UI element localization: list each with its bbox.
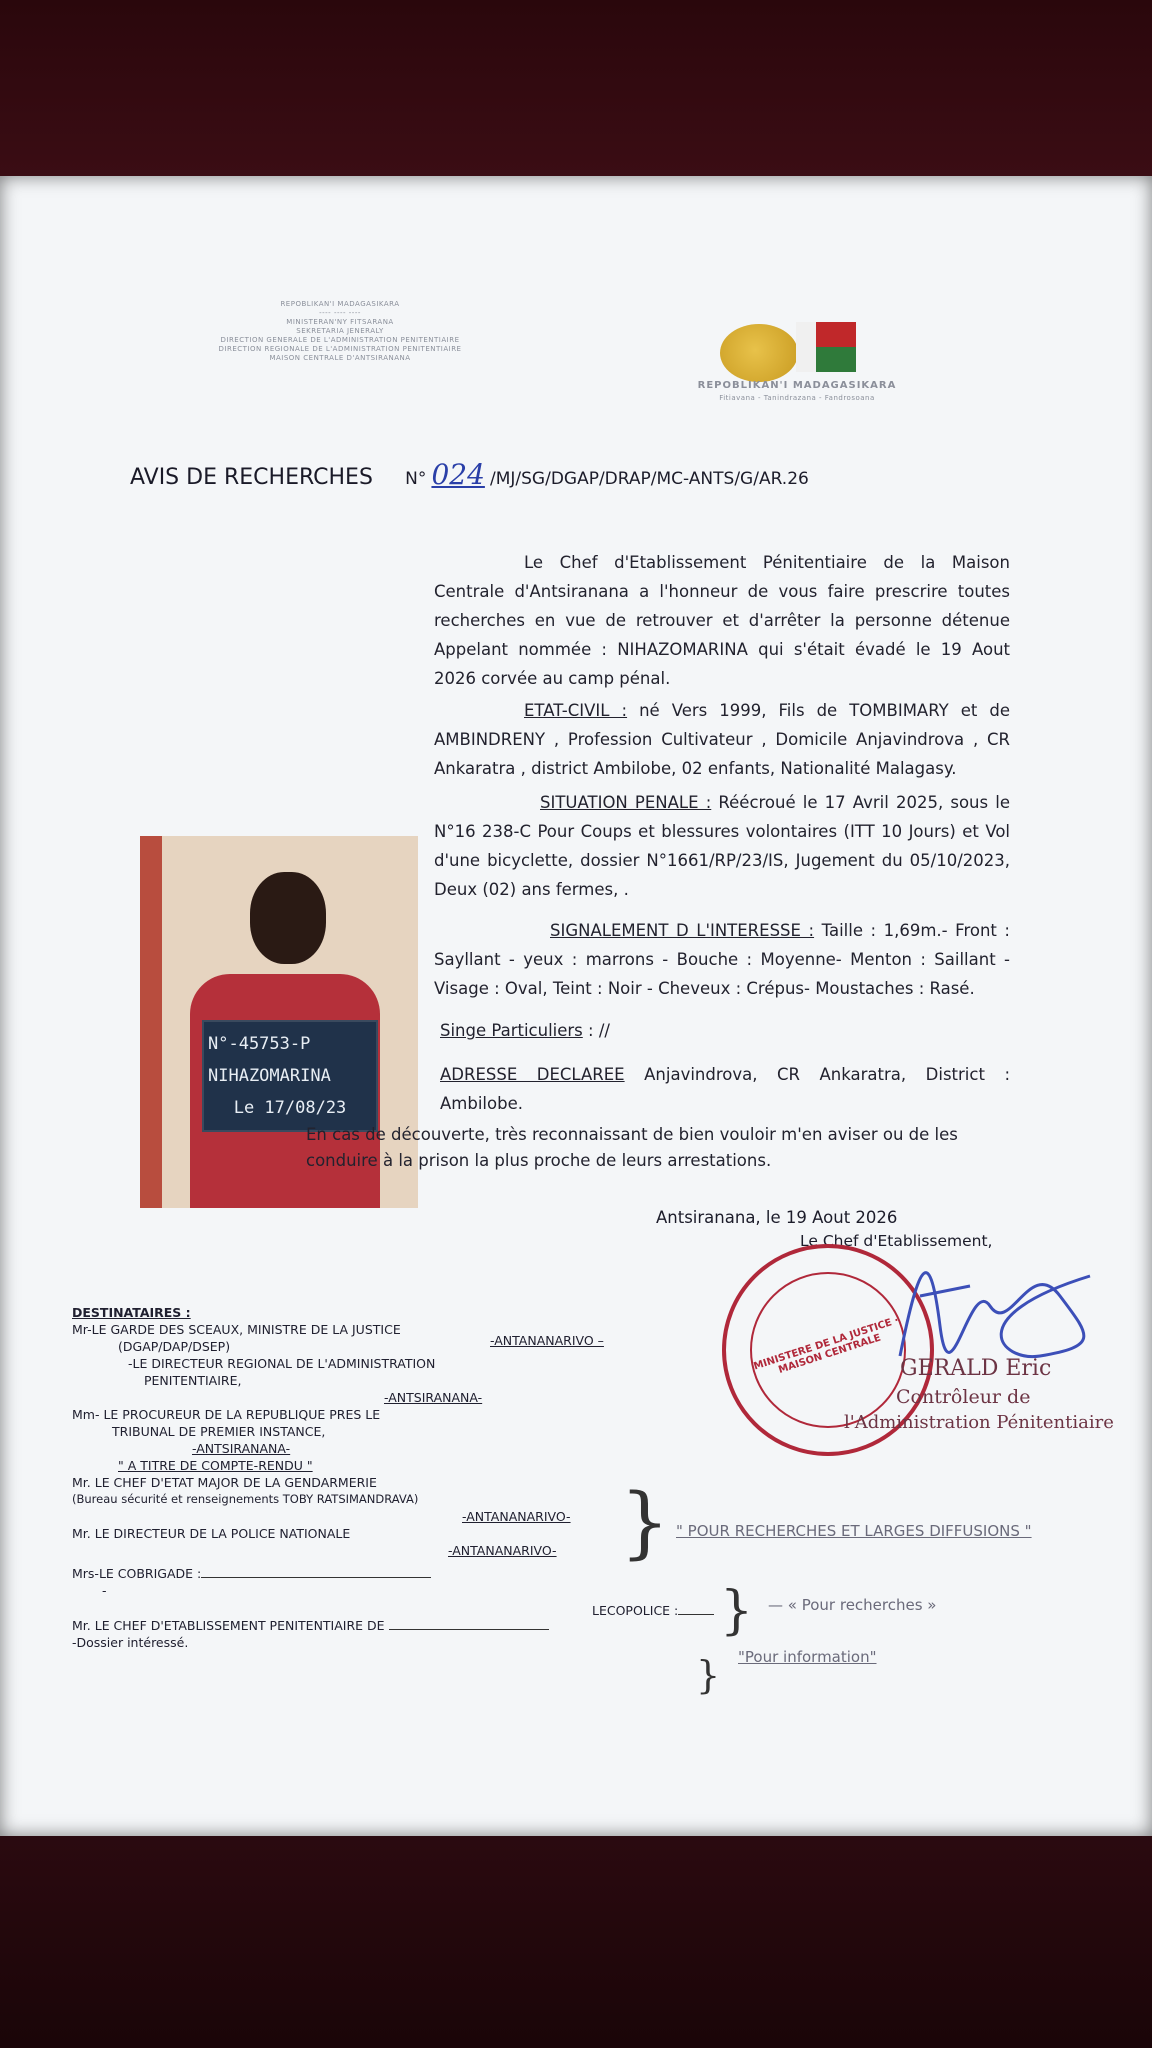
- recipient-line: Mm- LE PROCUREUR DE LA REPUBLIQUE PRES LE: [72, 1407, 381, 1422]
- signatory-name: GERALD Eric: [900, 1356, 1052, 1381]
- adresse-label: ADRESSE DECLAREE: [440, 1065, 625, 1084]
- recipient-line: LECOPOLICE :: [592, 1602, 714, 1619]
- header-line: ---- ---- ----: [319, 309, 361, 317]
- recipient-line: Mr. LE DIRECTEUR DE LA POLICE NATIONALE: [72, 1526, 351, 1541]
- signalement-label: SIGNALEMENT D L'INTERESSE :: [550, 921, 815, 940]
- recipient-line: Mr. LE CHEF D'ETABLISSEMENT PENITENTIAIRE DE: [72, 1617, 672, 1634]
- recipient-line: Mr-LE GARDE DES SCEAUX, MINISTRE DE LA JUSTICE: [72, 1322, 401, 1337]
- recipient-line: -LE DIRECTEUR REGIONAL DE L'ADMINISTRATION: [128, 1356, 436, 1371]
- signes-particuliers: [440, 1016, 840, 1045]
- slate-name: NIHAZOMARINA: [208, 1066, 331, 1086]
- recipient-line: TRIBUNAL DE PREMIER INSTANCE,: [112, 1424, 326, 1439]
- etat-civil-text: né Vers 1999, Fils de TOMBIMARY et de AMBINDRENY , Profession Cultivateur , Domicile Anjavindrova , CR Ankaratra , district Ambilobe, 02 enfants, Nationalité Malagasy.: [434, 701, 1010, 778]
- diffusion-note: "Pour information": [738, 1648, 877, 1666]
- signes-text: : //: [582, 1021, 610, 1040]
- recipient-line: -: [102, 1583, 107, 1598]
- slate-date: Le 17/08/23: [233, 1098, 347, 1118]
- header-line: DIRECTION REGIONALE DE L'ADMINISTRATION PENITENTIAIRE: [218, 345, 462, 353]
- brace-icon: }: [620, 1478, 670, 1568]
- recipient-city: -ANTANANARIVO –: [490, 1333, 604, 1348]
- adresse-text: Anjavindrova, CR Ankaratra, District : Ambilobe.: [440, 1065, 1011, 1113]
- header-line: MAISON CENTRALE D'ANTSIRANANA: [269, 354, 411, 362]
- recipient-line: -Dossier intéressé.: [72, 1635, 189, 1650]
- situation-penale-text: Réécroué le 17 Avril 2025, sous le N°16 238-C Pour Coups et blessures volontaires (ITT 10 Jours) et Vol d'une bicyclette, dossier N°1661/RP/23/IS, Jugement du 05/10/2023, Deux (02) ans fermes, .: [434, 793, 1010, 899]
- identification-slate: [202, 1020, 378, 1132]
- etat-civil-label: ETAT-CIVIL :: [524, 701, 628, 720]
- signalement-paragraph: [434, 916, 1010, 1003]
- diffusion-note: — « Pour recherches »: [768, 1596, 937, 1614]
- situation-penale-label: SITUATION PENALE :: [540, 793, 712, 812]
- signes-label: Singe Particuliers: [440, 1021, 583, 1040]
- notice-title: AVIS DE RECHERCHES: [130, 465, 373, 490]
- intro-paragraph: Le Chef d'Etablissement Pénitentiaire de la Maison Centrale d'Antsiranana a l'honneur de vous faire prescrire toutes recherches en vue de retrouver et d'arrêter la personne détenue Appelant nommée : NIHAZOMARINA qui s'était évadé le 19 Aout 2026 corvée au camp pénal.: [434, 553, 1010, 688]
- recipient-note: " A TITRE DE COMPTE-RENDU ": [118, 1458, 313, 1473]
- signatory-title-line1: Contrôleur de: [896, 1386, 1031, 1408]
- brace-icon: }: [696, 1653, 721, 1697]
- signatory-role: Le Chef d'Etablissement,: [800, 1232, 993, 1250]
- header-line: DIRECTION GENERALE DE L'ADMINISTRATION PENITENTIAIRE: [220, 336, 460, 344]
- header-left-block: [160, 300, 520, 363]
- adresse-paragraph: [440, 1060, 1010, 1118]
- notice-number-handwritten: 024: [431, 458, 485, 491]
- recipient-city: -ANTSIRANANA-: [384, 1390, 483, 1405]
- republic-subtitle: Fitiavana - Tanindrazana - Fandrosoana: [719, 394, 875, 402]
- situation-penale-paragraph: [434, 788, 1010, 904]
- notice-reference: /MJ/SG/DGAP/DRAP/MC-ANTS/G/AR.26: [489, 469, 809, 489]
- recipient-line: PENITENTIAIRE,: [144, 1373, 242, 1388]
- recipient-line: Mrs-LE COBRIGADE :: [72, 1565, 672, 1582]
- destinataires-heading: DESTINATAIRES :: [72, 1305, 191, 1320]
- place-date: Antsiranana, le 19 Aout 2026: [656, 1208, 898, 1227]
- etat-civil-paragraph: [434, 696, 1010, 783]
- signalement-text: Taille : 1,69m.- Front : Sayllant - yeux : marrons - Bouche : Moyenne- Menton : Saillant - Visage : Oval, Teint : Noir - Cheveux : Crépus- Moustaches : Rasé.: [434, 921, 1010, 998]
- document-page: [0, 176, 1152, 1836]
- brace-icon: }: [720, 1581, 754, 1641]
- header-line: SEKRETARIA JENERALY: [296, 327, 384, 335]
- background-bottom: [0, 1830, 1152, 2048]
- notice-title-row: [130, 458, 1030, 491]
- recipient-city: -ANTANANARIVO-: [462, 1509, 571, 1524]
- recipient-line: (Bureau sécurité et renseignements TOBY RATSIMANDRAVA): [72, 1492, 419, 1506]
- diffusion-note: " POUR RECHERCHES ET LARGES DIFFUSIONS ": [676, 1522, 1032, 1540]
- recipient-city: -ANTSIRANANA-: [192, 1441, 291, 1456]
- recipient-line: Mr. LE CHEF D'ETAT MAJOR DE LA GENDARMERIE: [72, 1475, 377, 1490]
- republic-motto: REPOBLIKAN'I MADAGASIKARA: [697, 380, 897, 391]
- slate-number: N°-45753-P: [208, 1034, 311, 1054]
- closing-paragraph: En cas de découverte, très reconnaissant de bien vouloir m'en aviser ou de les conduire à la prison la plus proche de leurs arrestations.: [306, 1125, 958, 1170]
- destinataires-block: [72, 1304, 672, 1651]
- recipient-line: (DGAP/DAP/DSEP): [118, 1339, 231, 1354]
- state-seal-icon: [720, 324, 798, 382]
- signatory-title-line2: l'Administration Pénitentiaire: [844, 1412, 1114, 1433]
- recipient-city: -ANTANANARIVO-: [448, 1543, 557, 1558]
- header-line: REPOBLIKAN'I MADAGASIKARA: [280, 300, 400, 308]
- background-top: [0, 0, 1152, 180]
- stamp-text: MINISTERE DE LA JUSTICE · MAISON CENTRALE: [752, 1315, 901, 1376]
- head-shape: [250, 872, 326, 964]
- header-line: MINISTERAN'NY FITSARANA: [286, 318, 394, 326]
- notice-number-prefix: N°: [405, 469, 427, 489]
- madagascar-flag-icon: [796, 322, 856, 372]
